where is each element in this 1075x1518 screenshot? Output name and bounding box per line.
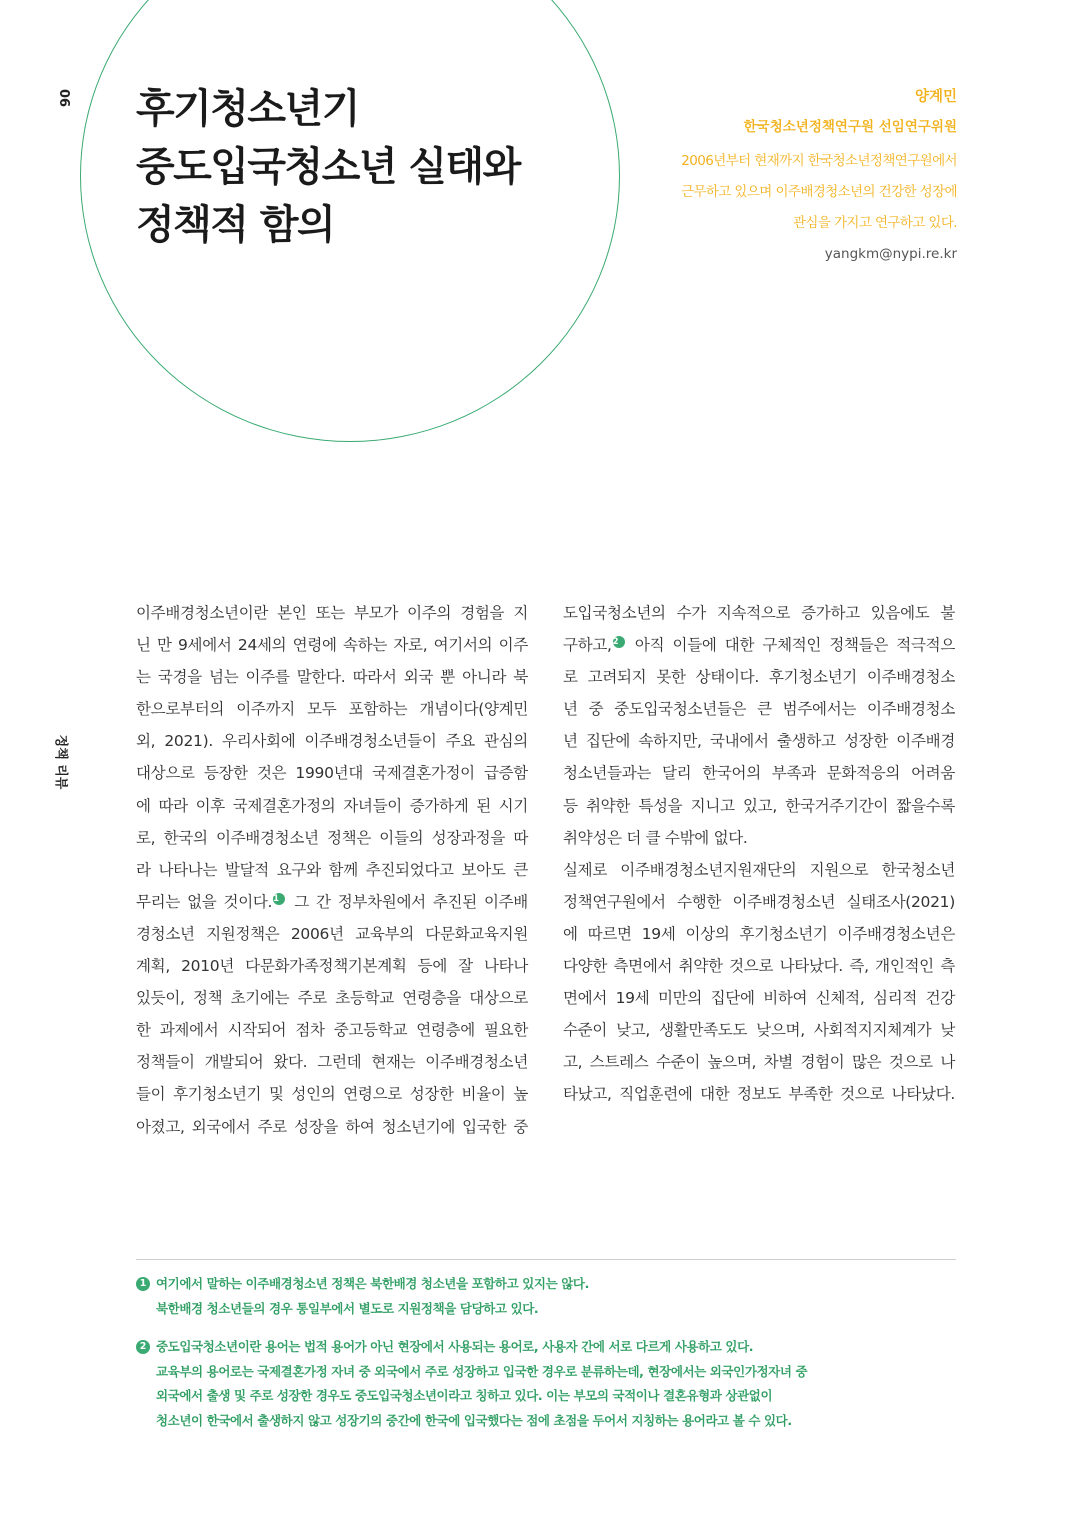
- author-bio: [577, 146, 957, 239]
- body-line: 닌 만 9세에서 24세의 연령에 속하는 자로, 여기서의 이주: [136, 636, 528, 655]
- title-line: 중도입국청소년 실태와: [136, 144, 520, 190]
- body-line: 계획, 2010년 다문화가족정책기본계획 등에 잘 나타나: [136, 957, 528, 976]
- section-side-label: 정책 리뷰: [53, 734, 68, 790]
- footnote-divider: [136, 1259, 956, 1260]
- footnote-marker-1[interactable]: 1: [273, 893, 285, 905]
- footnote-line: 청소년이 한국에서 출생하지 않고 성장기의 중간에 한국에 입국했다는 점에 초점을 두어서 지칭하는 용어라고 볼 수 있다.: [156, 1412, 792, 1428]
- body-line-with-footnote: [136, 886, 528, 918]
- body-line: 라 나타나는 발달적 요구와 함께 추진되었다고 보아도 큰: [136, 860, 528, 879]
- body-text: 무리는 없을 것이다.: [136, 892, 273, 911]
- body-line: 청소년들과는 달리 한국어의 부족과 문화적응의 어려움: [563, 764, 955, 783]
- body-text: 아직 이들에 대한 구체적인 정책들은 적극적으: [626, 636, 955, 655]
- author-block: [577, 85, 957, 269]
- body-paragraph: [563, 854, 955, 1111]
- footnote-line: 교육부의 용어로는 국제결혼가정 자녀 중 외국에서 주로 성장하고 입국한 경우로 분류하는데, 현장에서는 외국인가정자녀 중: [156, 1363, 808, 1379]
- author-email[interactable]: yangkm@nypi.re.kr: [824, 246, 957, 262]
- footnote-2: [136, 1335, 956, 1433]
- body-paragraph: [563, 597, 955, 854]
- body-line: 도입국청소년의 수가 지속적으로 증가하고 있음에도 불: [563, 604, 955, 622]
- footnote-1: [136, 1272, 956, 1321]
- title-line: 정책적 함의: [136, 202, 335, 248]
- author-bio-line: 2006년부터 현재까지 한국청소년정책연구원에서: [681, 153, 957, 169]
- body-line: 수준이 낮고, 생활만족도도 낮으며, 사회적지지체계가 낮: [563, 1021, 955, 1040]
- author-bio-line: 관심을 가지고 연구하고 있다.: [792, 215, 957, 231]
- body-line: 고, 스트레스 수준이 높으며, 차별 경험이 많은 것으로 나: [563, 1053, 955, 1072]
- body-text: 그 간 정부차원에서 추진된 이주배: [287, 892, 528, 911]
- title-line: 후기청소년기: [136, 86, 359, 132]
- body-line: 이주배경청소년이란 본인 또는 부모가 이주의 경험을 지: [136, 604, 528, 622]
- body-column-left: [136, 597, 528, 1143]
- body-line: 년 중 중도입국청소년들은 큰 범주에서는 이주배경청소: [563, 700, 955, 719]
- body-line: 외, 2021). 우리사회에 이주배경청소년들이 주요 관심의: [136, 732, 528, 751]
- body-line: 에 따르면 19세 이상의 후기청소년기 이주배경청소년은: [563, 924, 955, 943]
- author-position: 한국청소년정책연구원 선임연구위원: [743, 119, 957, 135]
- body-line: 년 집단에 속하지만, 국내에서 출생하고 성장한 이주배경: [563, 732, 955, 751]
- body-line: 에 따라 이후 국제결혼가정의 자녀들이 증가하게 된 시기: [136, 796, 528, 815]
- body-line: 로 고려되지 못한 상태이다. 후기청소년기 이주배경청소: [563, 668, 955, 687]
- footnote-line: 북한배경 청소년들의 경우 통일부에서 별도로 지원정책을 담당하고 있다.: [156, 1300, 539, 1316]
- body-line: 정책들이 개발되어 왔다. 그런데 현재는 이주배경청소년: [136, 1053, 528, 1072]
- body-line: 는 국경을 넘는 이주를 말한다. 따라서 외국 뿐 아니라 북: [136, 668, 528, 687]
- footnote-number: 1: [136, 1277, 150, 1291]
- body-line: 아졌고, 외국에서 주로 성장을 하여 청소년기에 입국한 중: [136, 1117, 528, 1136]
- body-line: 경청소년 지원정책은 2006년 교육부의 다문화교육지원: [136, 924, 528, 943]
- footnote-marker-2[interactable]: 2: [613, 636, 625, 648]
- footnote-number: 2: [136, 1340, 150, 1354]
- author-name: 양계민: [914, 89, 957, 105]
- body-line: 있듯이, 정책 초기에는 주로 초등학교 연령층을 대상으로: [136, 989, 528, 1008]
- body-line: 취약성은 더 클 수밖에 없다.: [563, 828, 748, 847]
- body-column-right: [563, 597, 955, 1111]
- body-line: 타났고, 직업훈련에 대한 정보도 부족한 것으로 나타났다.: [563, 1085, 955, 1104]
- author-bio-line: 근무하고 있으며 이주배경청소년의 건강한 성장에: [680, 184, 957, 200]
- body-line: 면에서 19세 미만의 집단에 비하여 신체적, 심리적 건강: [563, 989, 955, 1008]
- body-paragraph: [136, 597, 528, 1143]
- page-number: 06: [56, 88, 72, 108]
- footnote-line: 외국에서 출생 및 주로 성장한 경우도 중도입국청소년이라고 칭하고 있다. 이는 부모의 국적이나 결혼유형과 상관없이: [156, 1388, 773, 1403]
- body-line: 한 과제에서 시작되어 점차 중고등학교 연령층에 필요한: [136, 1021, 528, 1040]
- body-line: 로, 한국의 이주배경청소년 정책은 이들의 성장과정을 따: [136, 828, 528, 847]
- footnote-line: 중도입국청소년이란 용어는 법적 용어가 아닌 현장에서 사용되는 용어로, 사용자 간에 서로 다르게 사용하고 있다.: [156, 1339, 754, 1354]
- footnote-line: 여기에서 말하는 이주배경청소년 정책은 북한배경 청소년을 포함하고 있지는 않다.: [156, 1276, 589, 1291]
- body-line: 다양한 측면에서 취약한 것으로 나타났다. 즉, 개인적인 측: [563, 957, 955, 976]
- body-text: 구하고,: [563, 636, 612, 655]
- article-title: [136, 80, 520, 254]
- body-line-with-footnote: [563, 629, 955, 661]
- body-line: 실제로 이주배경청소년지원재단의 지원으로 한국청소년: [563, 860, 955, 879]
- body-line: 등 취약한 특성을 지니고 있고, 한국거주기간이 짧을수록: [563, 796, 955, 815]
- body-line: 정책연구원에서 수행한 이주배경청소년 실태조사(2021): [563, 892, 955, 911]
- body-line: 한으로부터의 이주까지 모두 포함하는 개념이다(양계민: [136, 700, 528, 719]
- body-line: 들이 후기청소년기 및 성인의 연령으로 성장한 비율이 높: [136, 1085, 528, 1104]
- body-line: 대상으로 등장한 것은 1990년대 국제결혼가정이 급증함: [136, 764, 528, 783]
- footnotes: [136, 1272, 956, 1447]
